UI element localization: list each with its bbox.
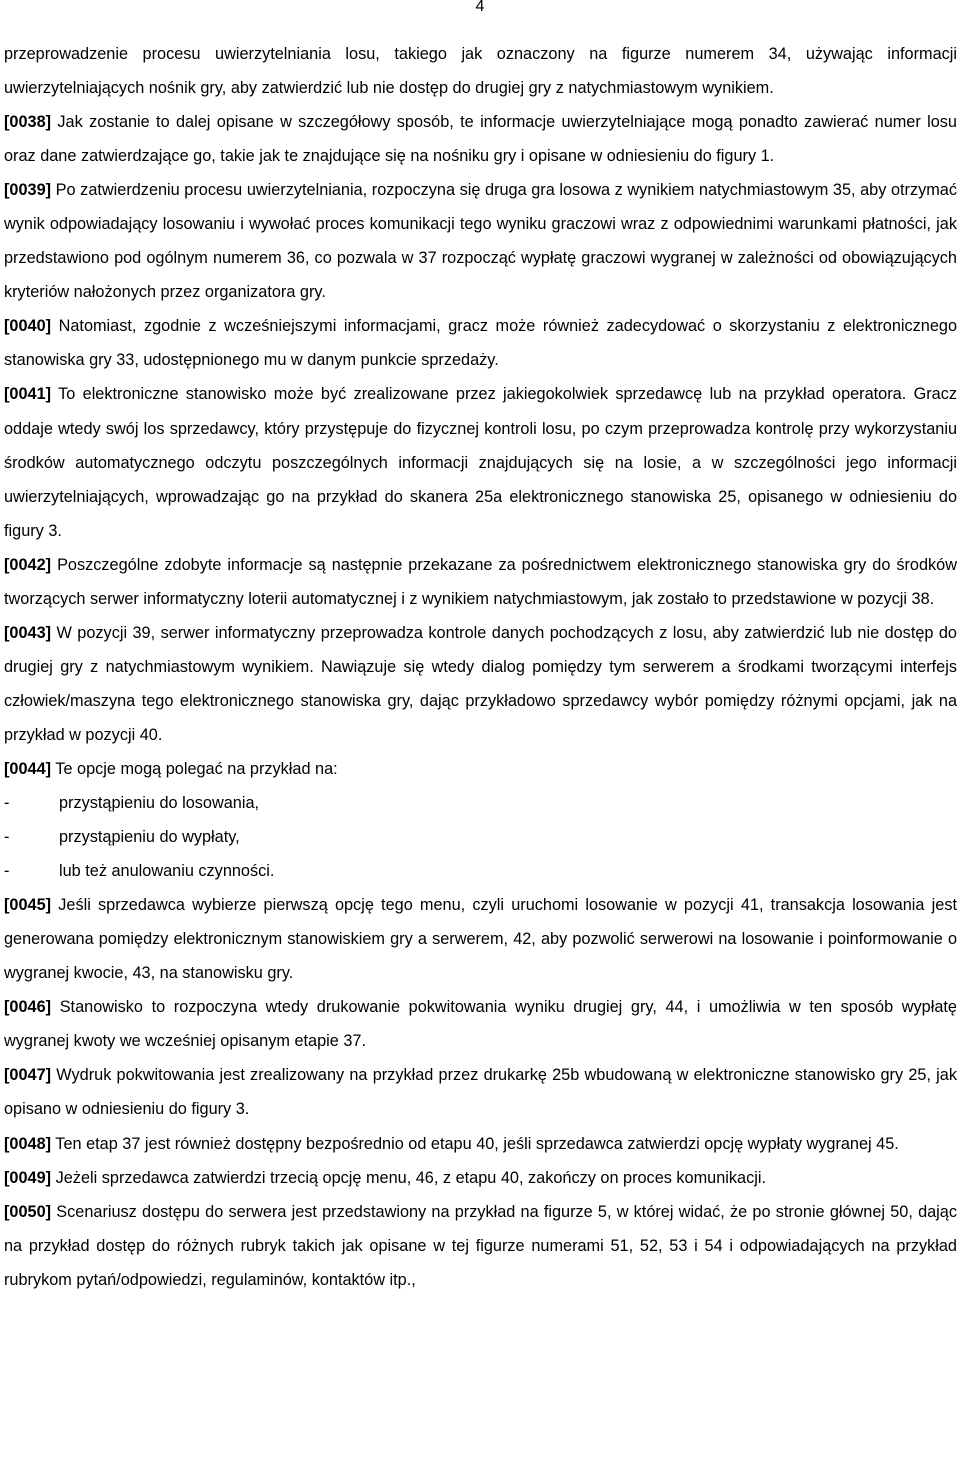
paragraph-0050	[4, 1195, 957, 1297]
list-item	[4, 854, 957, 888]
paragraph-text: Ten etap 37 jest również dostępny bezpośrednio od etapu 40, jeśli sprzedawca zatwierdzi opcję wypłaty wygranej 45.	[51, 1134, 899, 1153]
paragraph-number: [0042]	[4, 555, 52, 574]
list-dash: -	[4, 794, 10, 813]
paragraph-number: [0044]	[4, 759, 52, 778]
paragraph-number: [0048]	[4, 1134, 52, 1153]
paragraph-number: [0043]	[4, 623, 52, 642]
paragraph-0043	[4, 616, 957, 752]
paragraph-text: Po zatwierdzeniu procesu uwierzytelniania, rozpoczyna się druga gra losowa z wynikiem natychmiastowym 35, aby otrzymać wynik odpowiadający losowaniu i wywołać proces komunikacji tego wyniku graczowi wraz z odpowiednimi warunkami płatności, jak przedstawiono pod ogólnym numerem 36, co pozwala w 37 rozpocząć wypłatę graczowi wygranej w zależności od obowiązujących kryteriów nałożonych przez organizatora gry.	[4, 181, 957, 302]
paragraph-0047	[4, 1058, 957, 1126]
paragraph-0045	[4, 888, 957, 990]
paragraph-text: Scenariusz dostępu do serwera jest przedstawiony na przykład na figurze 5, w której widać, że po stronie głównej 50, dając na przykład dostęp do różnych rubryk takich jak opisane w tej figurze numerami 51, 52, 53 i 54 i odpowiadających na przykład rubrykom pytań/odpowiedzi, regulaminów, kontaktów itp.,	[4, 1202, 957, 1289]
list-dash: -	[4, 828, 10, 847]
paragraph-text: Poszczególne zdobyte informacje są następnie przekazane za pośrednictwem elektronicznego stanowiska gry do środków tworzących serwer informatyczny loterii automatycznej i z wynikiem natychmiastowym, jak zostało to przedstawione w pozycji 38.	[4, 555, 957, 608]
paragraph-number: [0049]	[4, 1168, 52, 1187]
paragraph-number: [0045]	[4, 896, 52, 915]
paragraph-text: Wydruk pokwitowania jest zrealizowany na przykład przez drukarkę 25b wbudowaną w elektroniczne stanowisko gry 25, jak opisano w odniesieniu do figury 3.	[4, 1066, 957, 1119]
list-item-text: lub też anulowaniu czynności.	[59, 862, 275, 881]
document-body	[4, 37, 957, 1297]
paragraph-0041	[4, 377, 957, 547]
paragraph-text: Stanowisko to rozpoczyna wtedy drukowanie pokwitowania wyniku drugiej gry, 44, i umożliwia w ten sposób wypłatę wygranej kwoty we wcześniej opisanym etapie 37.	[4, 998, 957, 1051]
paragraph-0049	[4, 1161, 957, 1195]
list-item-text: przystąpieniu do wypłaty,	[59, 828, 240, 847]
paragraph-0046	[4, 990, 957, 1058]
paragraph-0044	[4, 752, 957, 786]
list-item	[4, 786, 957, 820]
paragraph-number: [0041]	[4, 385, 52, 404]
paragraph-number: [0039]	[4, 181, 52, 200]
paragraph-0042	[4, 548, 957, 616]
paragraph-text: Jak zostanie to dalej opisane w szczegółowy sposób, te informacje uwierzytelniające mogą ponadto zawierać numer losu oraz dane zatwierdzające go, takie jak te znajdujące się na nośniku gry i opisane w odniesieniu do figury 1.	[4, 113, 957, 166]
paragraph-0038	[4, 105, 957, 173]
paragraph-text: Jeśli sprzedawca wybierze pierwszą opcję tego menu, czyli uruchomi losowanie w pozycji 41, transakcja losowania jest generowana pomiędzy elektronicznym stanowiskiem gry a serwerem, 42, aby pozwolić serwerowi na losowanie i poinformowanie o wygranej kwocie, 43, na stanowisku gry.	[4, 896, 957, 983]
paragraph-text: W pozycji 39, serwer informatyczny przeprowadza kontrole danych pochodzących z losu, aby zatwierdzić lub nie dostęp do drugiej gry z natychmiastowym wynikiem. Nawiązuje się wtedy dialog pomiędzy tym serwerem a środkami tworzącymi interfejs człowiek/maszyna tego elektronicznego stanowiska gry, dając przykładowo sprzedawcy wybór pomiędzy różnymi opcjami, jak na przykład w pozycji 40.	[4, 623, 957, 744]
paragraph-text: To elektroniczne stanowisko może być zrealizowane przez jakiegokolwiek sprzedawcę lub na przykład operatora. Gracz oddaje wtedy swój los sprzedawcy, który przystępuje do fizycznej kontroli losu, po czym przeprowadza kontrolę przy wykorzystaniu środków automatycznego odczytu poszczególnych informacji znajdujących się na losie, a w szczególności jego informacji uwierzytelniających, wprowadzając go na przykład do skanera 25a elektronicznego stanowiska 25, opisanego w odniesieniu do figury 3.	[4, 385, 957, 540]
paragraph-text: Natomiast, zgodnie z wcześniejszymi informacjami, gracz może również zadecydować o skorzystaniu z elektronicznego stanowiska gry 33, udostępnionego mu w danym punkcie sprzedaży.	[4, 317, 957, 370]
list-item-text: przystąpieniu do losowania,	[59, 794, 260, 813]
paragraph-number: [0038]	[4, 113, 52, 132]
paragraph-text: przeprowadzenie procesu uwierzytelniania losu, takiego jak oznaczony na figurze numerem 34, używając informacji uwierzytelniających nośnik gry, aby zatwierdzić lub nie dostęp do drugiej gry z natychmiastowym wynikiem.	[4, 45, 957, 98]
paragraph-0039	[4, 173, 957, 309]
paragraph-0048	[4, 1127, 957, 1161]
paragraph-0040	[4, 309, 957, 377]
paragraph-number: [0046]	[4, 998, 52, 1017]
paragraph-text: Te opcje mogą polegać na przykład na:	[51, 759, 338, 778]
paragraph-continuation	[4, 37, 957, 105]
page-number: 4	[475, 0, 485, 15]
paragraph-number: [0040]	[4, 317, 52, 336]
list-dash: -	[4, 862, 10, 881]
paragraph-text: Jeżeli sprzedawca zatwierdzi trzecią opcję menu, 46, z etapu 40, zakończy on proces komunikacji.	[51, 1168, 766, 1187]
paragraph-number: [0050]	[4, 1202, 52, 1221]
list-item	[4, 820, 957, 854]
paragraph-number: [0047]	[4, 1066, 52, 1085]
